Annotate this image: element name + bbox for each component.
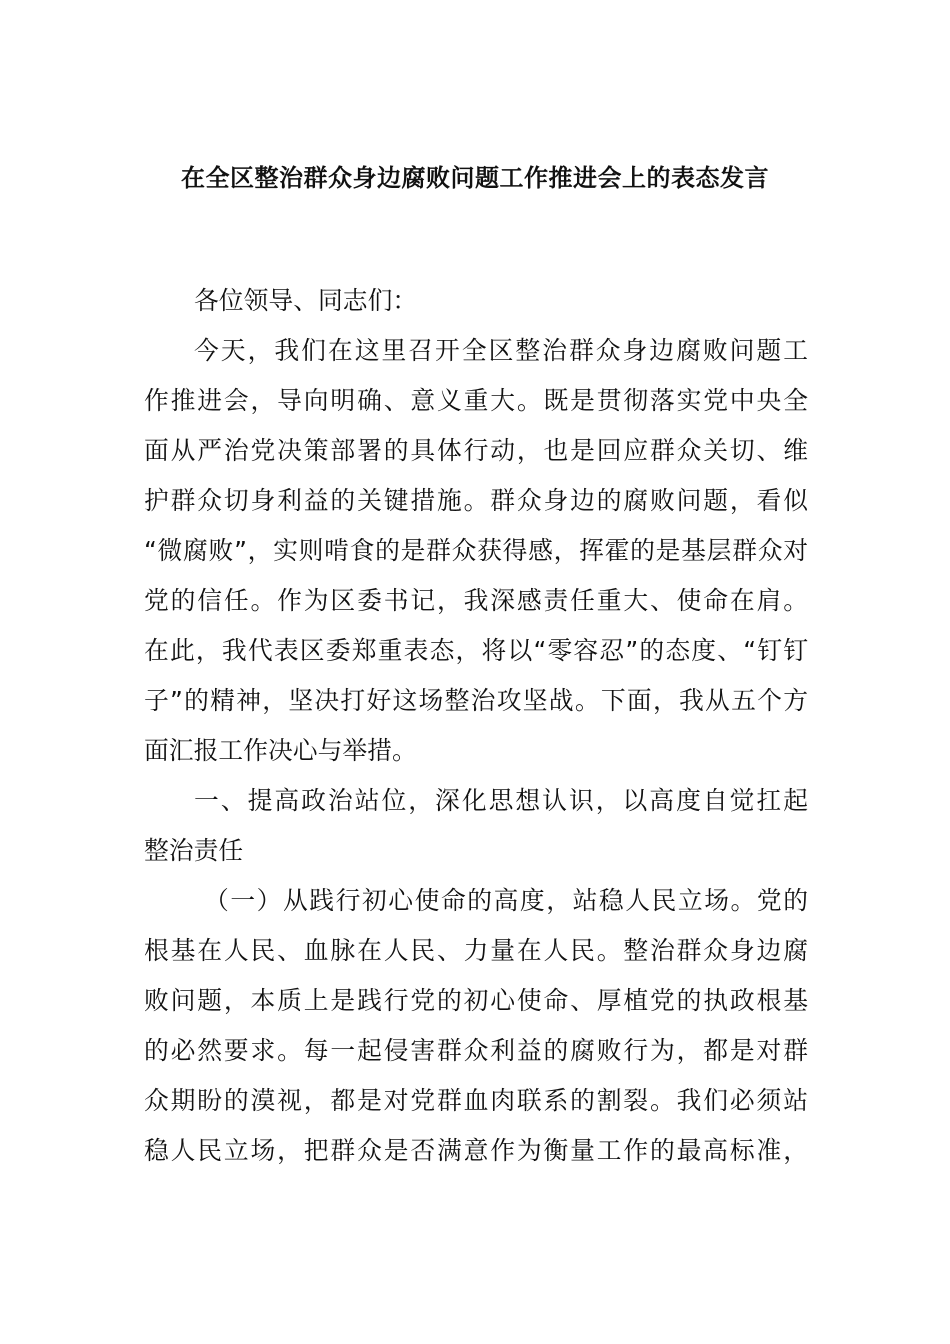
paragraph-line: （一）从践行初心使命的高度，站稳人民立场。党的 — [204, 886, 808, 915]
greeting: 各位领导、同志们： — [194, 286, 418, 315]
paragraph-line: 败问题，本质上是践行党的初心使命、厚植党的执政根基 — [144, 986, 808, 1015]
paragraph-line: 面从严治党决策部署的具体行动，也是回应群众关切、维 — [144, 436, 808, 465]
paragraph-1 — [144, 326, 808, 776]
paragraph-line: 众期盼的漠视，都是对党群血肉联系的割裂。我们必须站 — [144, 1086, 808, 1115]
paragraph-2 — [144, 876, 808, 1176]
heading-line: 一、提高政治站位，深化思想认识，以高度自觉扛起 — [194, 786, 808, 815]
paragraph-line: 子”的精神，坚决打好这场整治攻坚战。下面，我从五个方 — [144, 686, 808, 715]
paragraph-line: 护群众切身利益的关键措施。群众身边的腐败问题，看似 — [144, 486, 808, 515]
paragraph-line: “微腐败”，实则啃食的是群众获得感，挥霍的是基层群众对 — [144, 536, 808, 565]
heading-line: 整治责任 — [144, 836, 244, 865]
document-title: 在全区整治群众身边腐败问题工作推进会上的表态发言 — [181, 164, 769, 192]
section-heading-1 — [144, 776, 808, 876]
paragraph-line: 面汇报工作决心与举措。 — [144, 736, 417, 765]
paragraph-line: 党的信任。作为区委书记，我深感责任重大、使命在肩。 — [144, 586, 808, 615]
document-body — [144, 276, 808, 1176]
paragraph-line: 的必然要求。每一起侵害群众利益的腐败行为，都是对群 — [144, 1036, 808, 1065]
paragraph-line: 在此，我代表区委郑重表态，将以“零容忍”的态度、“钉钉 — [144, 636, 808, 665]
paragraph-line: 根基在人民、血脉在人民、力量在人民。整治群众身边腐 — [144, 936, 808, 965]
paragraph-line: 今天，我们在这里召开全区整治群众身边腐败问题工 — [194, 336, 808, 365]
paragraph-line: 稳人民立场，把群众是否满意作为衡量工作的最高标准， — [144, 1136, 808, 1165]
paragraph-line: 作推进会，导向明确、意义重大。既是贯彻落实党中央全 — [144, 386, 808, 415]
